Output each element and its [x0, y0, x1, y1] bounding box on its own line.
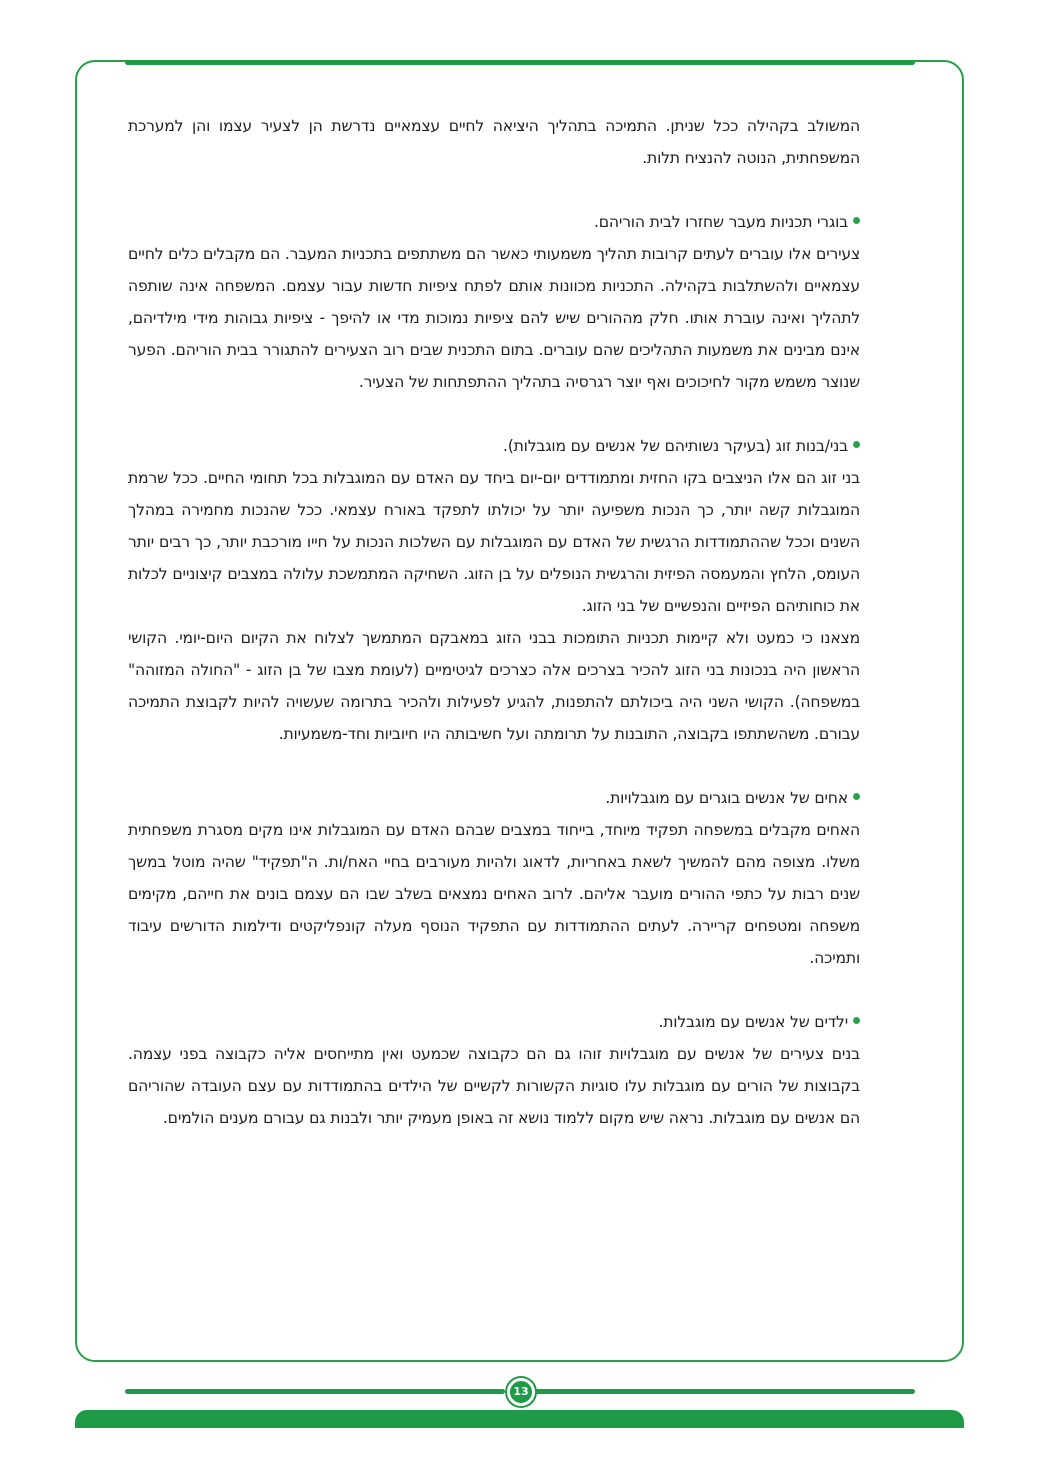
bullet-icon [853, 793, 860, 800]
section-siblings [128, 782, 860, 974]
section-heading [128, 782, 860, 814]
section-transition-graduates [128, 206, 860, 398]
section-paragraph: צעירים אלו עוברים לעתים קרובות תהליך משמעותי כאשר הם משתתפים בתכניות המעבר. הם מקבלים כלים לחיים עצמאיים ולהשתלבות בקהילה. התכניות מכוונות אותם לפתח ציפיות חדשות עבור עצמם. המשפחה אינה שותפה לתהליך ואינה עוברת אותו. חלק מההורים שיש להם ציפיות נמוכות מדי או להיפך - ציפיות גבוהות מידי מילדיהם, אינם מבינים את משמעות התהליכים שהם עוברים. בתום התכנית שבים רוב הצעירים להתגורר בבית הוריהם. הפער שנוצר משמש מקור לחיכוכים ואף יוצר רגרסיה בתהליך ההתפתחות של הצעיר. [128, 245, 860, 391]
section-heading-text: ילדים של אנשים עם מוגבלות. [658, 1013, 848, 1031]
section-paragraph: האחים מקבלים במשפחה תפקיד מיוחד, בייחוד במצבים שבהם האדם עם המוגבלות אינו מקים מסגרת משפחתית משלו. מצופה מהם להמשיך לשאת באחריות, לדאוג ולהיות מעורבים בחיי האח/ות. ה"תפקיד" שהיה מוטל במשך שנים רבות על כתפי ההורים מועבר אליהם. לרוב האחים נמצאים בשלב שבו הם עצמם בונים את חייהם, מקימים משפחה ומטפחים קריירה. לעתים ההתמודדות עם התפקיד הנוסף מעלה קונפליקטים ודילמות הדורשים עיבוד ותמיכה. [128, 821, 860, 967]
footer-divider-right [535, 1389, 915, 1394]
section-paragraph: בני זוג הם אלו הניצבים בקו החזית ומתמודדים יום-יום ביחד עם האדם עם המוגבלות בכל תחומי החיים. ככל שרמת המוגבלות קשה יותר, כך הנכות משפיעה יותר על יכולתו לתפקד באורח עצמאי. ככל שהנכות מחמירה במהלך השנים וככל שההתמודדות הרגשית של האדם עם המוגבלות עם השלכות הנכות על חייו מורכבת יותר, כך רבים יותר העומס, הלחץ והמעמסה הפיזית והרגשית הנופלים על בן הזוג. השחיקה המתמשכת עלולה במצבים קיצוניים לכלות את כוחותיהם הפיזיים והנפשיים של בני הזוג. [128, 469, 860, 615]
section-heading-text: בוגרי תכניות מעבר שחזרו לבית הוריהם. [594, 213, 848, 231]
top-divider [125, 60, 915, 65]
section-heading [128, 1006, 860, 1038]
bullet-icon [853, 217, 860, 224]
page-number-badge: 13 [507, 1378, 535, 1406]
section-spouses [128, 430, 860, 750]
section-heading [128, 206, 860, 238]
section-heading-text: אחים של אנשים בוגרים עם מוגבלויות. [605, 789, 848, 807]
section-heading [128, 430, 860, 462]
bottom-band [75, 1410, 964, 1428]
bullet-icon [853, 1017, 860, 1024]
section-paragraph: בנים צעירים של אנשים עם מוגבלויות זוהו גם הם כקבוצה שכמעט ואין מתייחסים אליה כקבוצה בפני עצמה. בקבוצות של הורים עם מוגבלות עלו סוגיות הקשורות לקשיים של הילדים בהתמודדות עם עצם העובדה שהוריהם הם אנשים עם מוגבלות. נראה שיש מקום ללמוד נושא זה באופן מעמיק יותר ולבנות גם עבורם מענים הולמים. [128, 1045, 860, 1127]
page-content [128, 110, 860, 1166]
section-heading-text: בני/בנות זוג (בעיקר נשותיהם של אנשים עם מוגבלות). [502, 437, 848, 455]
section-children [128, 1006, 860, 1134]
footer-divider-left [125, 1389, 505, 1394]
section-paragraph: מצאנו כי כמעט ולא קיימות תכניות התומכות בבני הזוג במאבקם המתמשך לצלוח את הקיום היום-יומי. הקושי הראשון היה בנכונות בני הזוג להכיר בצרכים אלה כצרכים לגיטימיים (לעומת מצבו של בן הזוג - "החולה המזוהה" במשפחה). הקושי השני היה ביכולתם להתפנות, להגיע לפעילות ולהכיר בתרומה שעשויה להיות לקבוצת התמיכה עבורם. משהשתתפו בקבוצה, התובנות על תרומתה ועל חשיבותה היו חיוביות וחד-משמעיות. [128, 629, 860, 743]
intro-paragraph: המשולב בקהילה ככל שניתן. התמיכה בתהליך היציאה לחיים עצמאיים נדרשת הן לצעיר עצמו והן למערכת המשפחתית, הנוטה להנציח תלות. [128, 117, 860, 167]
bullet-icon [853, 441, 860, 448]
